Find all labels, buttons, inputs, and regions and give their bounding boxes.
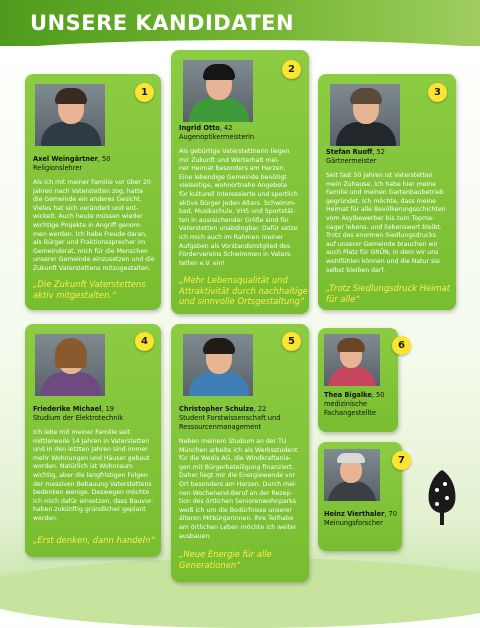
candidate-name-line: Thea Bigalke, 50 — [324, 391, 385, 399]
candidate-name: Stefan Ruoff — [326, 148, 373, 156]
candidate-role: medizinische Fachangestellte — [324, 400, 376, 417]
candidate-bio: Ich lebe mit meiner Familie seit mittlerweile 14 Jahren in Vaterstetten und in den letzten Jahren sind immer mehr Wohnungen und Häuser gebaut worden. Natürlich ist Wohnraum wichtig, aber die langfristigen Folgen der massiven Bebauung Vaterstettens bedenken wenige. Deswegen möchte ich mich dafür einsetzen, dass Bauvor- haben zukünftig gründlicher geplant werden. — [33, 429, 154, 522]
candidate-number-badge-1: 1 — [135, 83, 154, 102]
candidate-number-badge-7: 7 — [392, 451, 411, 470]
candidate-card-2 — [171, 50, 309, 314]
candidate-bio: Seit fast 50 Jahren ist Vaterstetten mein Zuhause. Ich habe hier meine Familie und meinen Gartenbaubetrieb gegründet. Ich möchte, dass meine Heimat für alle Bevölkerungsschichten vom Asylbewerber bis zum Topma- nager lebens- und liebenswert bleibt. Trotz des enormen Siedlungsdrucks auf unserer Gemeinde brauchen wir auch Platz für GRÜN, in dem wir uns wohlfühlen können und die Natur sie selbst bleiben darf. — [326, 172, 446, 274]
candidate-role: Religionslehrer — [33, 164, 83, 172]
candidate-card-1 — [25, 74, 161, 310]
candidate-role: Studium der Elektrotechnik — [33, 414, 124, 422]
candidate-photo — [324, 334, 380, 386]
candidate-bio: Neben meinem Studium an der TU München arbeite ich als Werksstudent für die Wedis AG, die Windkraftanla- gen mit Bürgerbeteiligung finanziert. Daher liegt mir die Energiewende vor Ort besonders am Herzen. Durch mei- nen Wochenend-Beruf an der Rezep- tion des örtlichen Seniorenwohnparks weiß ich um die Bedürfnisse unserer älteren MitbürgerInnen. Ihre Teilhabe am örtlichen Leben möchte ich weiter ausbauen. — [179, 438, 298, 540]
candidate-number-badge-2: 2 — [282, 60, 301, 79]
candidate-name: Thea Bigalke — [324, 391, 372, 399]
candidate-name-line: Ingrid Otto, 42 — [179, 124, 233, 132]
candidate-age: 42 — [224, 124, 233, 132]
candidate-card-7 — [318, 442, 402, 551]
candidate-bio: Als ich mit meiner Familie vor über 20 Jahren nach Vaterstetten zog, hatte die Gemeinde ein anderes Gesicht. Vieles hat sich verändert und ent- wickelt. Auch heute müssen wieder wichtige Projekte in Angriff genom- men werden. Ich habe Freude daran, als Bürger und Fraktionssprecher im Gemeinderat, mich für die Menschen unserer Gemeinde einzusetzen und die Zukunft Vaterstettens mitzugestalten. — [33, 179, 155, 272]
candidate-role: Meinungsforscher — [324, 519, 383, 527]
candidate-number-badge-3: 3 — [428, 83, 447, 102]
candidate-age: 22 — [257, 405, 267, 413]
candidate-photo — [183, 60, 253, 122]
candidate-age: 52 — [376, 148, 385, 156]
candidate-name: Axel Weingärtner — [33, 155, 98, 163]
candidate-name-line: Heinz Vierthaler, 70 — [324, 510, 397, 518]
candidate-quote: „Die Zukunft Vaterstettens aktiv mitgestalten.“ — [33, 279, 146, 300]
candidate-number-badge-6: 6 — [392, 336, 411, 355]
candidate-quote: „Erst denken, dann handeln“ — [33, 535, 155, 545]
candidate-name: Ingrid Otto — [179, 124, 220, 132]
candidate-quote: „Mehr Lebensqualität und Attraktivität durch nachhaltige und sinnvolle Ortsgestaltung“ — [179, 275, 308, 307]
candidate-card-3 — [318, 74, 456, 310]
candidate-role: Gärtnermeister — [326, 157, 377, 165]
candidate-age: 19 — [105, 405, 114, 413]
candidate-quote: „Trotz Siedlungsdruck Heimat für alle“ — [326, 283, 451, 304]
candidate-name-line: Christopher Schulze, 22 — [179, 405, 267, 413]
candidate-photo — [324, 449, 380, 501]
candidate-role: Augenoptikermeisterin — [179, 133, 255, 141]
candidate-photo — [330, 84, 400, 146]
candidate-name: Friederike Michael — [33, 405, 102, 413]
candidate-card-4 — [25, 324, 161, 557]
candidate-name: Heinz Vierthaler — [324, 510, 385, 518]
candidate-bio: Als gebürtige Vaterstettnerin liegen mir Zukunft und Werterhalt mei- ner Heimat besonders am Herzen. Eine lebendige Gemeinde benötigt vielseitige, wohnortnahe Angebote für kulturell Interessierte und sportlich aktive Bürger jeden Alters. Schwimm- bad, Musikschule, VHS und Sportstät- ten in ausreichender Größe sind für Vaterstetten unabdingbar. Dafür setze ich mich auch im Rahmen meiner Aufgaben als Vorstandsmitglied des Fördervereins Schwimmen in Vaters- tetten e.V. ein! — [179, 148, 298, 267]
page-title: UNSERE KANDIDATEN — [30, 11, 295, 35]
candidate-name-line: Stefan Ruoff, 52 — [326, 148, 385, 156]
candidate-photo — [35, 334, 105, 396]
candidate-number-badge-5: 5 — [282, 332, 301, 351]
candidate-role: Student Forstwissenschaft und Ressourcenmanagement — [179, 414, 281, 431]
candidate-quote: „Neue Energie für alle Generationen“ — [179, 549, 272, 570]
candidate-photo — [183, 334, 253, 396]
candidate-card-5 — [171, 324, 309, 582]
candidate-name-line: Axel Weingärtner, 50 — [33, 155, 111, 163]
candidate-photo — [35, 84, 105, 146]
candidate-age: 50 — [102, 155, 111, 163]
candidate-name: Christopher Schulze — [179, 405, 254, 413]
candidate-name-line: Friederike Michael, 19 — [33, 405, 114, 413]
candidate-age: 70 — [388, 510, 397, 518]
candidate-age: 50 — [376, 391, 385, 399]
candidate-card-6 — [318, 328, 398, 432]
tree-icon — [422, 468, 462, 526]
candidate-number-badge-4: 4 — [135, 332, 154, 351]
